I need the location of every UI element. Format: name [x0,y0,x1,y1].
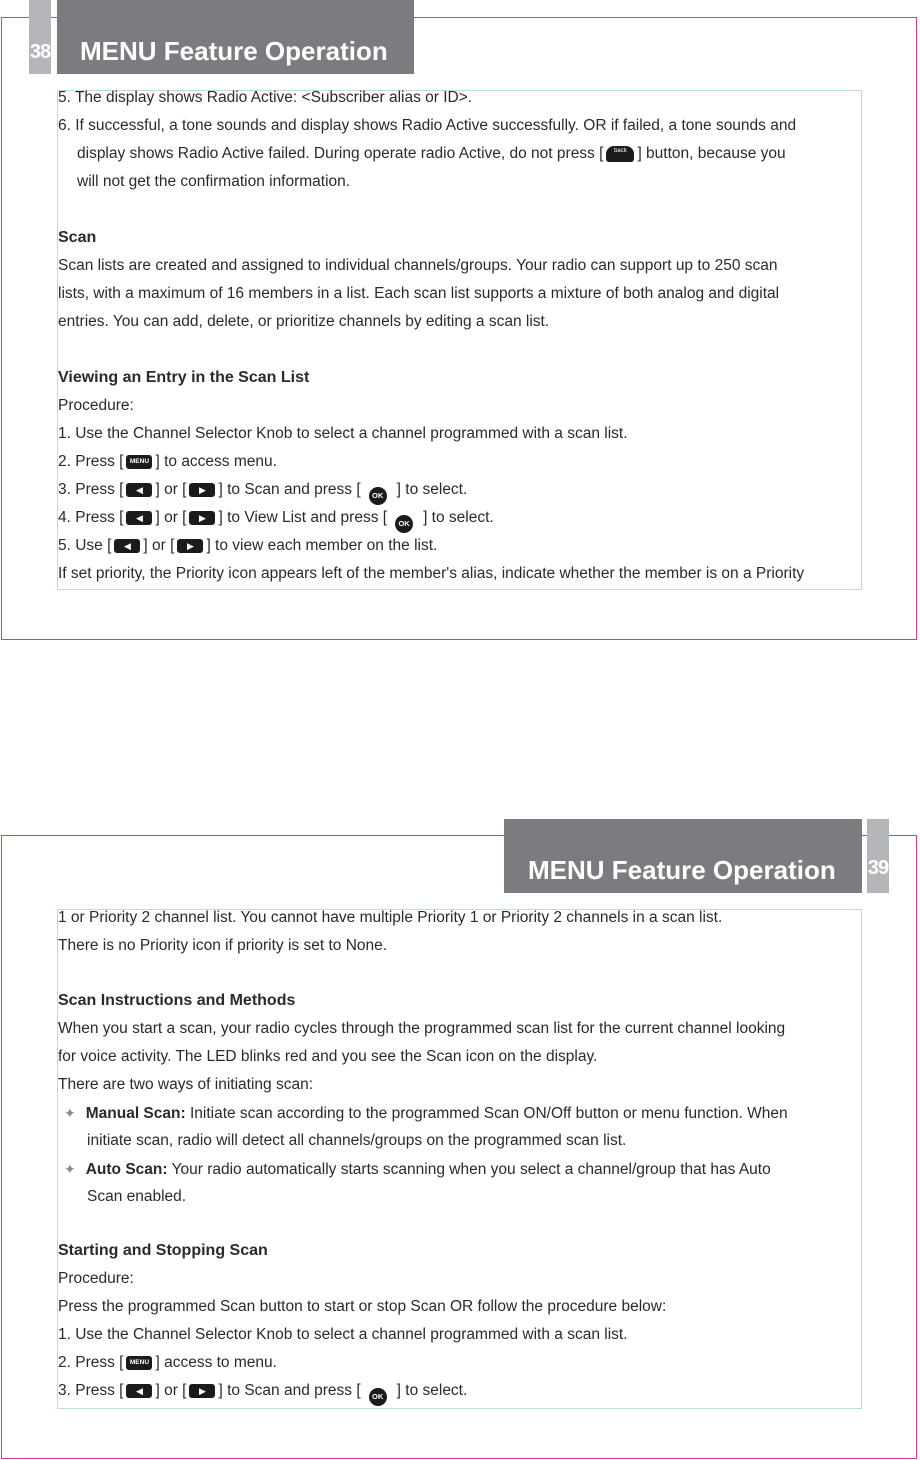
right-key-icon: ▶ [189,1384,215,1398]
bullet-icon: ✦ [64,1161,76,1177]
right-key-icon: ▶ [189,483,215,497]
menu-key-icon: MENU [126,455,152,469]
left-key-icon: ◀ [126,1384,152,1398]
text-line: When you start a scan, your radio cycles through the programmed scan list for the current channel looking [58,1020,786,1037]
section-heading-viewing-entry: Viewing an Entry in the Scan List [58,369,310,386]
text-line: 3. Press [ ◀ ] or [ ▶ ] to Scan and press [ OK ] to select. [58,480,467,505]
left-key-icon: ◀ [126,511,152,525]
ok-key-icon: OK [395,515,413,533]
left-key-icon: ◀ [114,539,140,553]
text-line: 1. Use the Channel Selector Knob to select a channel programmed with a scan list. [58,425,628,442]
ok-key-icon: OK [369,1388,387,1406]
bullet-auto-scan: ✦ Auto Scan: Your radio automatically starts scanning when you select a channel/group that has Auto [64,1161,771,1178]
section-heading-scan-instructions: Scan Instructions and Methods [58,992,296,1009]
page-39-content [57,909,862,1409]
right-key-icon: ▶ [177,539,203,553]
text-line: If set priority, the Priority icon appears left of the member's alias, indicate whether the member is on a Priority [58,565,805,582]
page-number-39: 39 [867,819,889,893]
page-number-38: 38 [29,0,51,74]
text-line: Press the programmed Scan button to start or stop Scan OR follow the procedure below: [58,1298,667,1315]
text-line: There is no Priority icon if priority is set to None. [58,937,388,954]
text-line: There are two ways of initiating scan: [58,1076,314,1093]
text-line: 2. Press [ MENU ] to access menu. [58,453,277,470]
text-line: lists, with a maximum of 16 members in a list. Each scan list supports a mixture of both analog and digital [58,285,780,302]
text-line: Scan enabled. [87,1188,187,1205]
text-line: 5. Use [ ◀ ] or [ ▶ ] to view each member on the list. [58,537,438,554]
text-line: 3. Press [ ◀ ] or [ ▶ ] to Scan and press [ OK ] to select. [58,1381,467,1406]
text-line: entries. You can add, delete, or prioritize channels by editing a scan list. [58,313,550,330]
text-line: initiate scan, radio will detect all channels/groups on the programmed scan list. [87,1132,627,1149]
text-line: for voice activity. The LED blinks red and you see the Scan icon on the display. [58,1048,598,1065]
text-line: 1. Use the Channel Selector Knob to select a channel programmed with a scan list. [58,1326,628,1343]
right-key-icon: ▶ [189,511,215,525]
text-line: Procedure: [58,1270,134,1287]
text-line: will not get the confirmation information. [77,173,351,190]
text-line: Scan lists are created and assigned to individual channels/groups. Your radio can support up to 250 scan [58,257,778,274]
text-line: 1 or Priority 2 channel list. You cannot have multiple Priority 1 or Priority 2 channels in a scan list. [58,909,723,926]
section-heading-starting-stopping: Starting and Stopping Scan [58,1242,268,1259]
text-line: 2. Press [ MENU ] access to menu. [58,1354,277,1371]
ok-key-icon: OK [369,487,387,505]
page-39-header: MENU Feature Operation [504,819,862,893]
text-line: 4. Press [ ◀ ] or [ ▶ ] to View List and press [ OK ] to select. [58,508,494,533]
text-line: display shows Radio Active failed. During operate radio Active, do not press [ back ] button, because you [77,145,786,162]
left-key-icon: ◀ [126,483,152,497]
menu-key-icon: MENU [126,1356,152,1370]
back-key-icon: back [606,146,634,162]
bullet-manual-scan: ✦ Manual Scan: Initiate scan according to the programmed Scan ON/Off button or menu function. When [64,1105,788,1122]
page-38-header: MENU Feature Operation [57,0,414,74]
bullet-icon: ✦ [64,1105,76,1121]
page-38-content [57,90,862,590]
text-line: 6. If successful, a tone sounds and display shows Radio Active successfully. OR if failed, a tone sounds and [58,117,797,134]
text-line: Procedure: [58,397,134,414]
text-line: 5. The display shows Radio Active: <Subscriber alias or ID>. [58,89,473,106]
section-heading-scan: Scan [58,229,97,246]
